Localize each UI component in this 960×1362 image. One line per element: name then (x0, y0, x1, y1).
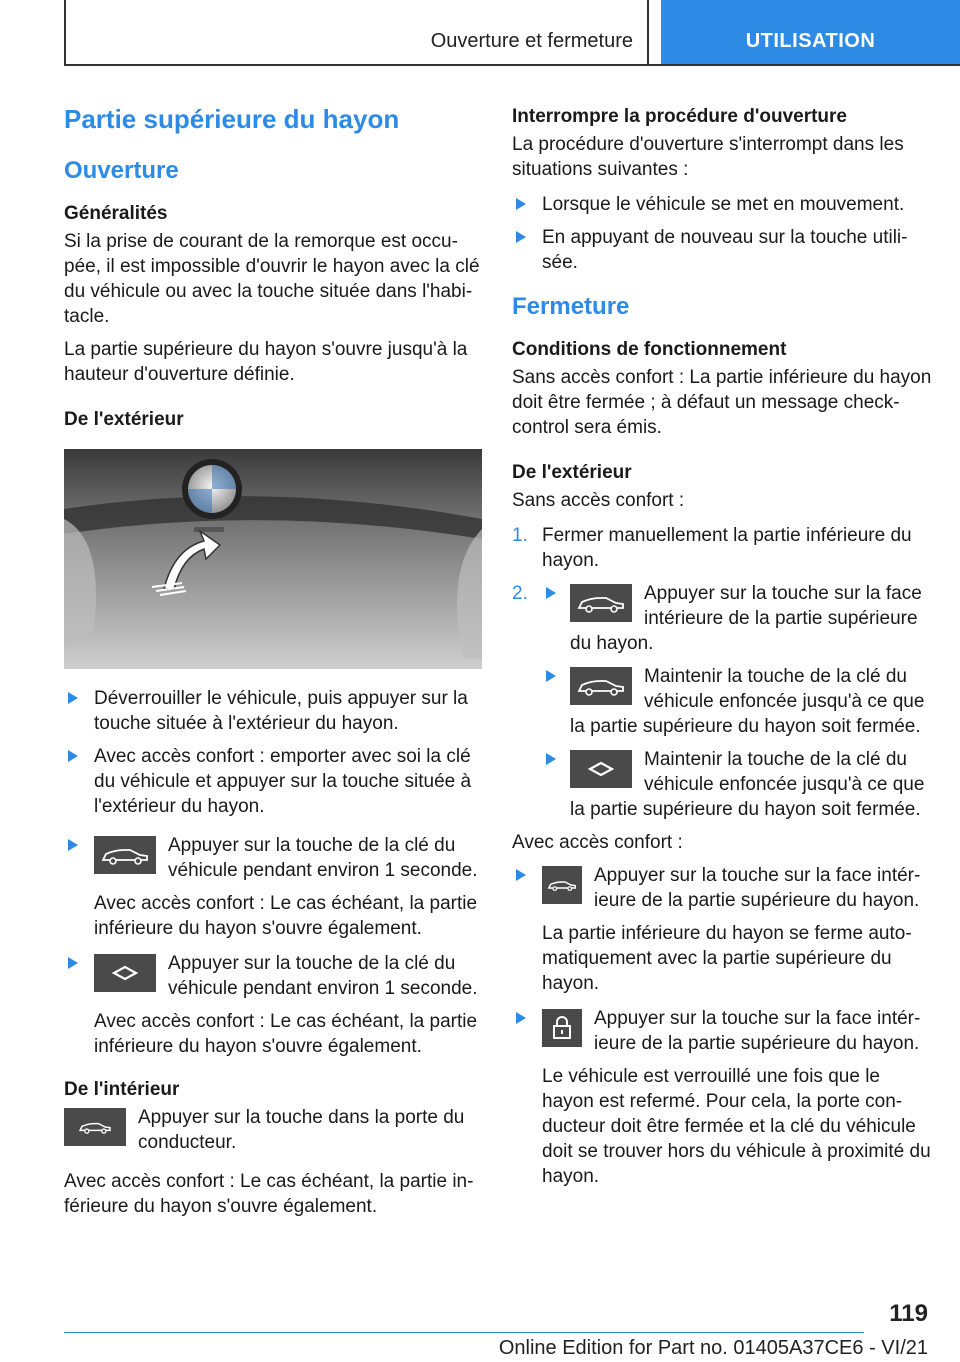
bullet-triangle-icon (68, 750, 78, 762)
list-item: Appuyer sur la touche de la clé du véhicule pendant environ 1 seconde. Avec accès confort : Le cas échéant, la partie inférieure du hayon s'ouvre également. (64, 951, 482, 1059)
right-column (512, 96, 932, 1197)
inside-note: Avec accès confort : Le cas échéant, la partie in-férieure du hayon s'ouvre également. (64, 1171, 474, 1217)
header-tab-label: UTILISATION (745, 30, 876, 52)
comfort-2-note: Le véhicule est verrouillé une fois que le hayon est refermé. Pour cela, la porte con-ducteur doit être fermée et la clé du véhicule doit se trouver hors du véhicule à proximité du hayon. (542, 1066, 931, 1187)
inside-heading: De l'intérieur (64, 1079, 180, 1100)
key-item1-note: Avec accès confort : Le cas échéant, la partie inférieure du hayon s'ouvre également. (94, 893, 478, 939)
car-tailgate-icon (64, 1108, 126, 1146)
general-paragraph-1: Si la prise de courant de la remorque est occu-pée, il est impossible d'ouvrir le hayon avec la clé du véhicule ou avec la touche située dans l'habi-tacle. (64, 231, 480, 327)
bullet-triangle-icon (68, 692, 78, 704)
footer-rule (64, 1332, 864, 1333)
inside-item: Appuyer sur la touche dans la porte du conducteur. (64, 1105, 482, 1155)
bullet-triangle-icon (68, 839, 78, 851)
sub-item: Maintenir la touche de la clé du véhicule enfoncée jusqu'à ce que la partie supérieure du hayon soit fermée. (542, 747, 932, 822)
header-rule (64, 64, 960, 66)
left-column (64, 96, 482, 1227)
list-item: Avec accès confort : emporter avec soi la clé du véhicule et appuyer sur la touche située à l'extérieur du hayon. (64, 744, 482, 819)
header-section-title: Ouverture et fermeture (430, 30, 633, 52)
general-paragraph-2: La partie supérieure du hayon s'ouvre jusqu'à la hauteur d'ouverture définie. (64, 339, 468, 385)
section-opening: Ouverture (64, 157, 179, 184)
comfort-1-note: La partie inférieure du hayon se ferme auto-matiquement avec la partie supérieure du hayon. (542, 923, 912, 994)
car-tailgate-icon (542, 866, 582, 904)
outside-heading: De l'extérieur (64, 409, 184, 430)
car-tailgate-icon (570, 667, 632, 705)
bullet-triangle-icon (516, 1012, 526, 1024)
key-diamond-icon (94, 954, 156, 992)
car-tailgate-icon (570, 584, 632, 622)
step-1: 1. Fermer manuellement la partie inférieure du hayon. (512, 525, 912, 571)
with-comfort-label: Avec accès confort : (512, 832, 683, 853)
sub-item: Maintenir la touche de la clé du véhicule enfoncée jusqu'à ce que la partie supérieure du hayon soit fermée. (542, 664, 932, 739)
header-section-box (64, 0, 649, 64)
car-tailgate-icon (94, 836, 156, 874)
page-title: Partie supérieure du hayon (64, 104, 400, 134)
tailgate-button-illustration (64, 449, 482, 669)
key-item2-note: Avec accès confort : Le cas échéant, la partie inférieure du hayon s'ouvre également. (94, 1011, 478, 1057)
no-comfort-label: Sans accès confort : (512, 490, 685, 511)
list-item: Appuyer sur la touche de la clé du véhicule pendant environ 1 seconde. Avec accès confort : Le cas échéant, la partie inférieure du hayon s'ouvre également. (64, 833, 482, 941)
bullet-triangle-icon (546, 587, 556, 599)
outside-heading-right: De l'extérieur (512, 462, 632, 483)
page-number: 119 (889, 1300, 928, 1327)
list-item: En appuyant de nouveau sur la touche utili-sée. (512, 225, 932, 275)
bullet-triangle-icon (516, 231, 526, 243)
sub-item: Appuyer sur la touche sur la face intérieure de la partie supérieure du hayon. (542, 581, 932, 656)
footer-edition: Online Edition for Part no. 01405A37CE6 - VI/21 (498, 1337, 928, 1359)
bullet-triangle-icon (546, 753, 556, 765)
bullet-triangle-icon (516, 869, 526, 881)
bullet-triangle-icon (516, 198, 526, 210)
conditions-text: Sans accès confort : La partie inférieure du hayon doit être fermée ; à défaut un message check-control sera émis. (512, 367, 932, 438)
interrupt-text: La procédure d'ouverture s'interrompt dans les situations suivantes : (512, 134, 904, 180)
key-diamond-icon (570, 750, 632, 788)
list-item: Appuyer sur la touche sur la face intér-ieure de la partie supérieure du hayon. La partie inférieure du hayon se ferme auto-matiquement avec la partie supérieure du hayon. (512, 863, 932, 996)
list-item: Déverrouiller le véhicule, puis appuyer sur la touche située à l'extérieur du hayon. (64, 686, 482, 736)
interrupt-heading: Interrompre la procédure d'ouverture (512, 106, 847, 127)
header-tab[interactable] (661, 0, 960, 64)
step-2: 2. Appuyer sur la touche sur la face intérieure de la partie supérieure du hayon. Maintenir la touche de la clé du véhicule enfoncée jusqu'à ce que la partie supérieure du hayon soit fermée. Maintenir la touche de la clé du véhicule enfoncée jusqu'à ce que la partie supérieure du hayon soit fermée. (512, 581, 932, 822)
bullet-triangle-icon (546, 670, 556, 682)
list-item: Appuyer sur la touche sur la face intér-ieure de la partie supérieure du hayon. Le véhicule est verrouillé une fois que le hayon est refermé. Pour cela, la porte con-ducteur doit être fermée et la clé du véhicule doit se trouver hors du véhicule à proximité du hayon. (512, 1006, 932, 1189)
conditions-heading: Conditions de fonctionnement (512, 339, 787, 360)
section-closing: Fermeture (512, 293, 630, 320)
lock-icon (542, 1009, 582, 1047)
bullet-triangle-icon (68, 957, 78, 969)
list-item: Lorsque le véhicule se met en mouvement. (512, 192, 932, 217)
general-heading: Généralités (64, 203, 168, 224)
